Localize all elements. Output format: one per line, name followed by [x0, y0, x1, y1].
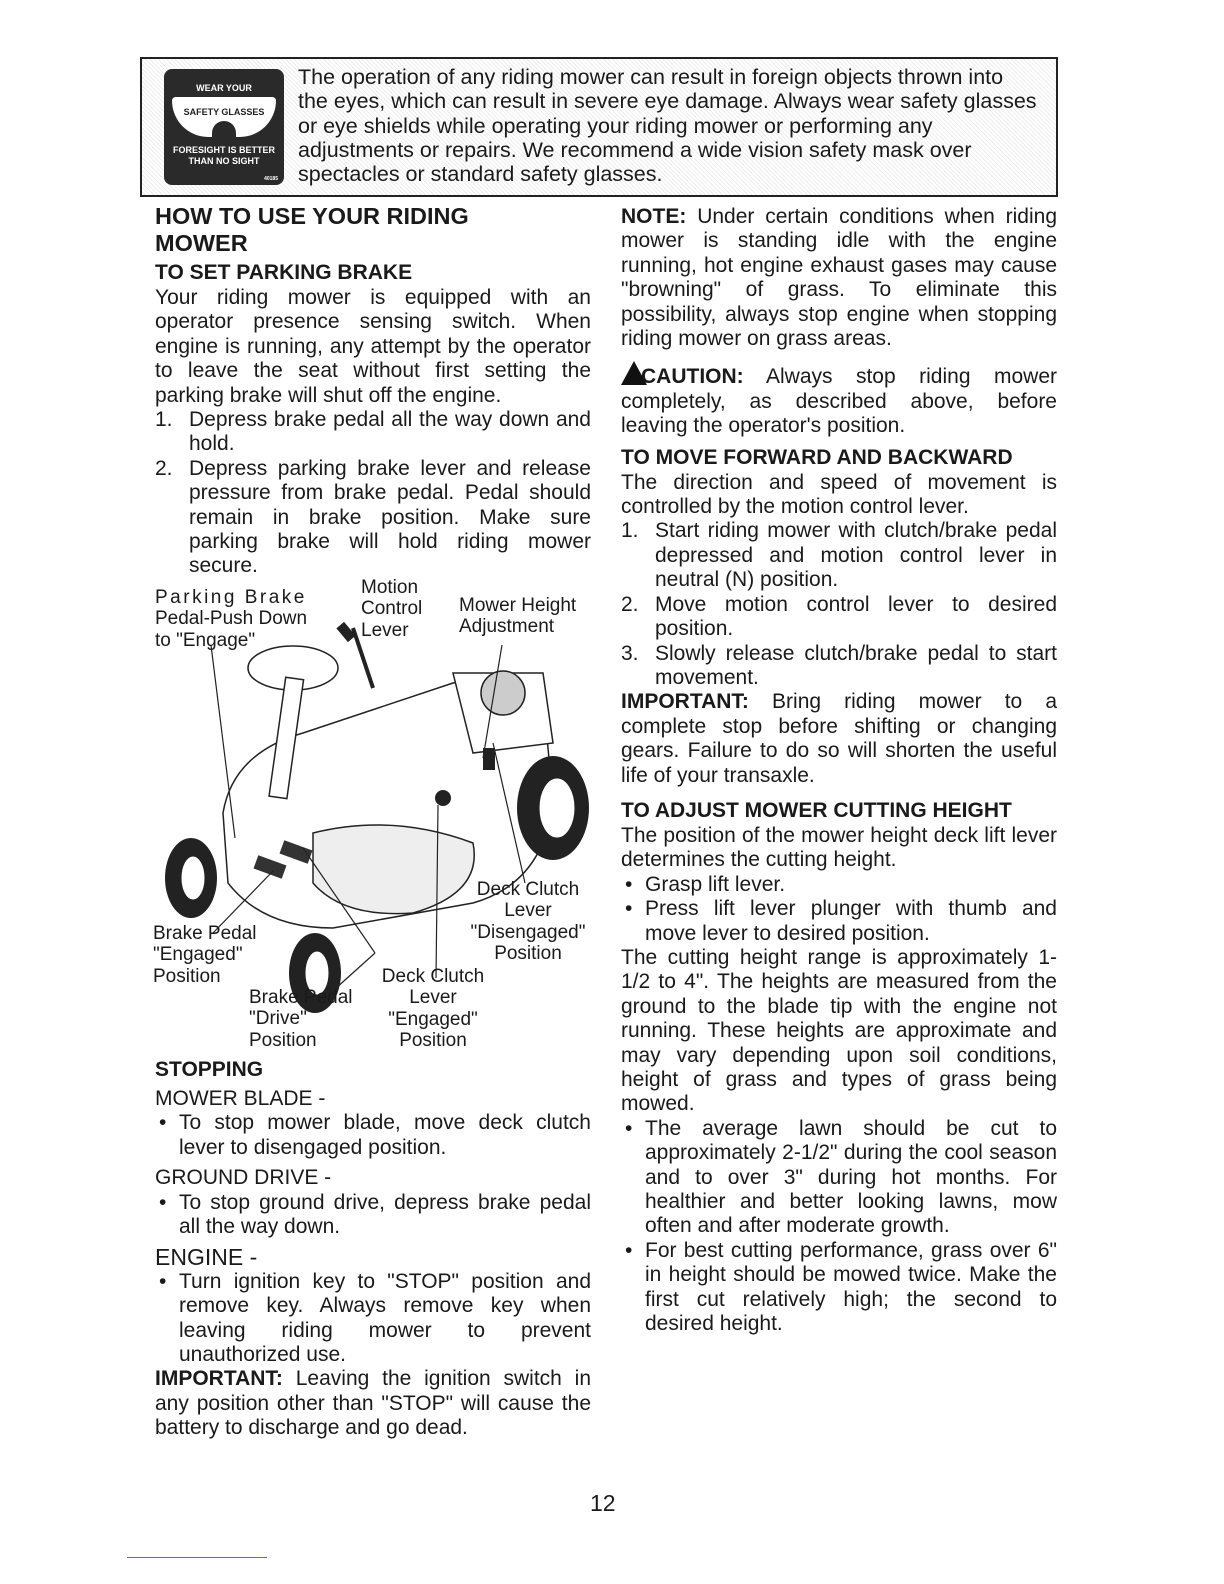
- move-heading: TO MOVE FORWARD AND BACKWARD: [621, 445, 1013, 469]
- bullet: • To stop ground drive, depress brake pedal all the way down.: [159, 1190, 591, 1238]
- step: 1. Depress brake pedal all the way down and hold.: [155, 408, 591, 456]
- badge-text: WEAR YOUR: [196, 83, 252, 93]
- warning-text: The operation of any riding mower can result in foreign objects thrown into the eyes, which can result in severe eye damage. Always wear safety glasses or eye shields while operating your riding mower or performing any adjustments or repairs. We recommend a wide vision safety mask over spectacles or standard safety glasses.: [298, 65, 1037, 187]
- ground-drive-label: GROUND DRIVE -: [155, 1166, 332, 1190]
- parking-brake-intro: Your riding mower is equipped with an operator presence sensing switch. When engine is running, any attempt by the operator to leave the seat without first setting the parking brake will shut off the engine.: [155, 286, 591, 407]
- badge-glasses-text: SAFETY GLASSES: [183, 107, 265, 117]
- safety-warning-box: [140, 57, 1058, 197]
- caution: CAUTION: Always stop riding mower completely, as described above, before leaving the operator's position.: [621, 361, 1057, 438]
- important-note: IMPORTANT: Leaving the ignition switch in any position other than "STOP" will cause the battery to discharge and go dead.: [155, 1367, 591, 1440]
- caution-icon: [621, 361, 647, 385]
- badge-code: 40185: [264, 176, 278, 182]
- safety-glasses-icon: [164, 69, 284, 185]
- ground-drive-list: [155, 1191, 591, 1240]
- move-steps: [621, 519, 1057, 690]
- engine-label: ENGINE -: [155, 1244, 258, 1271]
- bullet: • The average lawn should be cut to approximately 2-1/2" during the cool season and to over 3" during hot months. For healthier and better looking lawns, mow often and after moderate growth.: [625, 1116, 1057, 1238]
- cutting-height-heading: TO ADJUST MOWER CUTTING HEIGHT: [621, 798, 1012, 822]
- footer-link-line: [127, 1557, 267, 1558]
- mowing-tips: [621, 1117, 1057, 1337]
- label-mower-height: Mower Height Adjustment: [459, 594, 577, 638]
- bullet: • To stop mower blade, move deck clutch lever to disengaged position.: [159, 1111, 591, 1159]
- section-title: HOW TO USE YOUR RIDING MOWER: [155, 203, 469, 256]
- lift-steps: [621, 873, 1057, 946]
- mower-blade-list: [155, 1111, 591, 1160]
- bullet: • Grasp lift lever.: [625, 872, 786, 896]
- label-brake-engaged: Brake Pedal "Engaged" Position: [153, 922, 257, 987]
- page-number: 12: [590, 1490, 616, 1516]
- cutting-height-range: The cutting height range is approximately 1-1/2 to 4". The heights are measured from the ground to the blade tip with the engine not running. These heights are approximate and may vary depending upon soil conditions, height of grass and types of grass being mowed.: [621, 945, 1057, 1116]
- mower-blade-label: MOWER BLADE -: [155, 1086, 326, 1110]
- label-deck-clutch-disengaged: Deck Clutch Lever "Disengaged" Position: [470, 878, 586, 965]
- step: 1. Start riding mower with clutch/brake pedal depressed and motion control lever in neutral (N) position.: [621, 519, 1057, 592]
- step: 3. Slowly release clutch/brake pedal to start movement.: [621, 641, 1057, 689]
- step: 2. Depress parking brake lever and release pressure from brake pedal. Pedal should remain in brake position. Make sure parking brake will hold riding mower secure.: [155, 456, 591, 578]
- parking-brake-heading: TO SET PARKING BRAKE: [155, 261, 413, 284]
- bullet: • Press lift lever plunger with thumb and move lever to desired position.: [625, 897, 1057, 945]
- left-column: [155, 203, 591, 1441]
- stopping-heading: STOPPING: [155, 1057, 264, 1081]
- step: 2. Move motion control lever to desired position.: [621, 592, 1057, 641]
- bullet: • Turn ignition key to "STOP" position and remove key. Always remove key when leaving riding mower to prevent unauthorized use.: [159, 1269, 591, 1366]
- parking-brake-steps: [155, 408, 591, 579]
- right-column: [621, 205, 1057, 1336]
- cutting-height-intro: The position of the mower height deck lift lever determines the cutting height.: [621, 823, 1057, 872]
- label-deck-clutch-engaged: Deck Clutch Lever "Engaged" Position: [381, 965, 485, 1052]
- badge-slogan: FORESIGHT IS BETTER THAN NO SIGHT: [172, 145, 275, 166]
- label-motion-control: Motion Control Lever: [361, 576, 423, 641]
- mower-controls-diagram: [153, 576, 591, 1053]
- important-note: IMPORTANT: Bring riding mower to a complete stop before shifting or changing gears. Failure to do so will shorten the useful life of your transaxle.: [621, 690, 1057, 787]
- move-intro: The direction and speed of movement is controlled by the motion control lever.: [621, 470, 1057, 519]
- note: NOTE: Under certain conditions when riding mower is standing idle with the engine running, hot engine exhaust gases may cause "browning" of grass. To eliminate this possibility, always stop engine when stopping riding mower on grass areas.: [621, 205, 1057, 351]
- bullet: • For best cutting performance, grass over 6" in height should be mowed twice. Make the first cut relatively high; the second to desired height.: [625, 1238, 1057, 1336]
- label-brake-drive: Brake Pedal "Drive" Position: [249, 986, 353, 1051]
- engine-list: [155, 1270, 591, 1368]
- label-parking-brake: Parking Brake Pedal-Push Down to "Engage": [155, 586, 308, 651]
